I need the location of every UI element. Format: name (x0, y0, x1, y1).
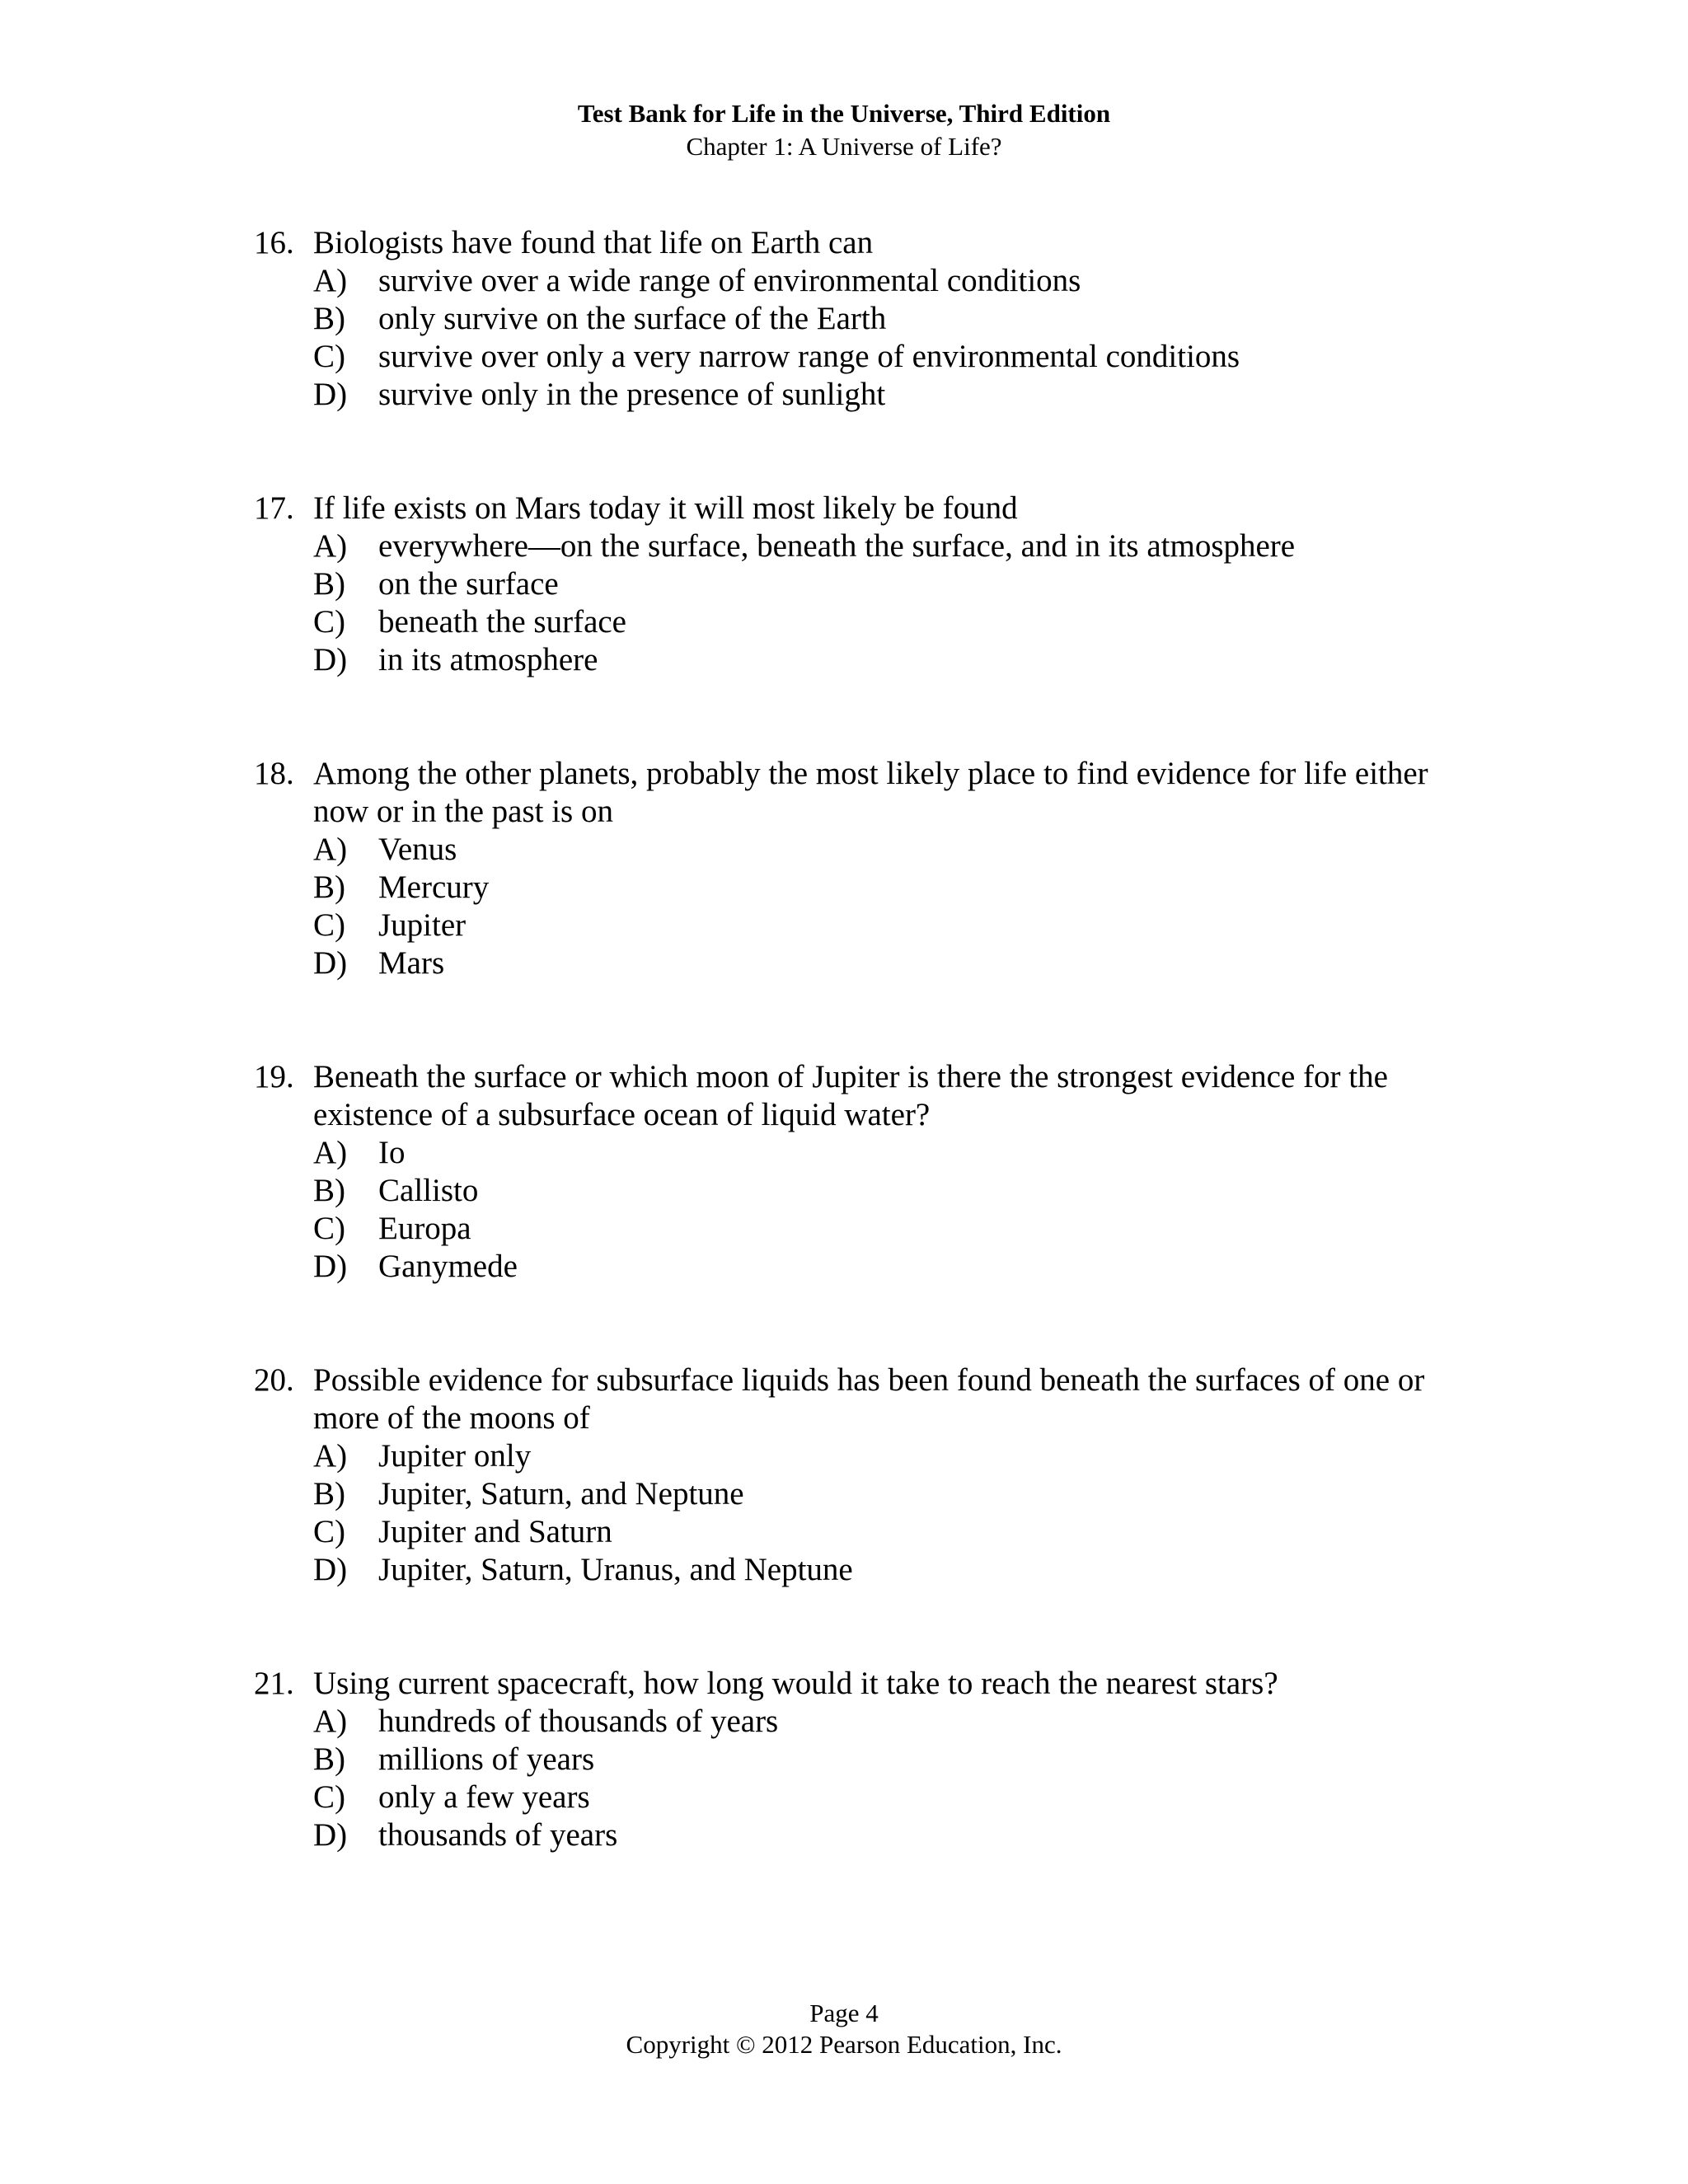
answer-option (313, 1134, 1474, 1172)
answer-option (313, 1551, 1474, 1589)
copyright-notice: Copyright © 2012 Pearson Education, Inc. (626, 2030, 1062, 2059)
option-text: Io (378, 1135, 406, 1170)
answer-option (313, 338, 1474, 376)
answer-options (254, 1703, 1474, 1854)
option-text: Callisto (378, 1173, 479, 1208)
option-text: Venus (378, 832, 457, 867)
question-number: 16. (254, 225, 294, 260)
answer-option (313, 944, 1474, 982)
question-number: 19. (254, 1059, 294, 1094)
question-17 (254, 490, 1474, 679)
answer-option (313, 641, 1474, 679)
question-stem (254, 490, 1474, 527)
answer-options (254, 1134, 1474, 1286)
question-20 (254, 1361, 1474, 1589)
answer-option (313, 527, 1474, 565)
answer-options (254, 527, 1474, 679)
option-letter: A) (313, 263, 348, 298)
question-18 (254, 755, 1474, 982)
option-text: Jupiter and Saturn (378, 1514, 612, 1549)
answer-option (313, 1816, 1474, 1854)
answer-options (254, 831, 1474, 982)
answer-options (254, 262, 1474, 414)
question-number: 17. (254, 490, 294, 526)
chapter-subtitle: Chapter 1: A Universe of Life? (686, 132, 1002, 161)
option-letter: A) (313, 528, 348, 564)
option-text: hundreds of thousands of years (378, 1704, 779, 1739)
question-number: 18. (254, 756, 294, 791)
answer-option (313, 1779, 1474, 1816)
question-16 (254, 224, 1474, 414)
option-letter: B) (313, 869, 345, 905)
page-number: Page 4 (809, 1999, 879, 2027)
page-header (0, 97, 1688, 163)
answer-option (313, 1703, 1474, 1741)
answer-option (313, 300, 1474, 338)
answer-option (313, 1513, 1474, 1551)
question-stem (254, 755, 1474, 831)
answer-option (313, 1437, 1474, 1475)
option-text: Europa (378, 1211, 471, 1246)
answer-option (313, 1210, 1474, 1248)
answer-option (313, 869, 1474, 907)
option-letter: C) (313, 1779, 345, 1815)
option-text: thousands of years (378, 1817, 618, 1853)
option-letter: D) (313, 1817, 348, 1853)
option-letter: B) (313, 301, 345, 336)
question-text: Possible evidence for subsurface liquids has been found beneath the surfaces of one or more of the moons of (313, 1362, 1425, 1436)
option-letter: C) (313, 1514, 345, 1549)
option-text: Ganymede (378, 1249, 518, 1284)
option-letter: B) (313, 1741, 345, 1777)
answer-option (313, 603, 1474, 641)
option-letter: C) (313, 907, 345, 943)
question-text: Beneath the surface or which moon of Jupiter is there the strongest evidence for the existence of a subsurface ocean of liquid water? (313, 1059, 1388, 1132)
option-letter: A) (313, 1438, 348, 1474)
option-text: Jupiter (378, 907, 467, 943)
option-text: only a few years (378, 1779, 590, 1815)
answer-option (313, 1475, 1474, 1513)
page-footer (0, 1998, 1688, 2060)
question-text: Among the other planets, probably the most likely place to find evidence for life either now or in the past is on (313, 756, 1428, 829)
question-number: 21. (254, 1666, 294, 1701)
answer-option (313, 565, 1474, 603)
question-stem (254, 224, 1474, 262)
option-text: beneath the surface (378, 604, 626, 640)
option-letter: C) (313, 1211, 345, 1246)
answer-option (313, 831, 1474, 869)
option-letter: C) (313, 339, 345, 374)
option-letter: B) (313, 1476, 345, 1511)
question-19 (254, 1058, 1474, 1286)
question-text: If life exists on Mars today it will most likely be found (313, 490, 1018, 526)
option-text: millions of years (378, 1741, 595, 1777)
option-letter: D) (313, 1552, 348, 1587)
answer-option (313, 262, 1474, 300)
option-text: in its atmosphere (378, 642, 598, 677)
question-stem (254, 1665, 1474, 1703)
option-letter: A) (313, 1704, 348, 1739)
option-text: Mercury (378, 869, 490, 905)
answer-option (313, 376, 1474, 414)
answer-option (313, 1741, 1474, 1779)
question-stem (254, 1361, 1474, 1437)
answer-option (313, 1172, 1474, 1210)
option-letter: B) (313, 1173, 345, 1208)
option-text: Jupiter, Saturn, Uranus, and Neptune (378, 1552, 853, 1587)
question-list (254, 224, 1474, 1854)
option-letter: D) (313, 945, 348, 981)
option-text: on the surface (378, 566, 559, 602)
option-text: Mars (378, 945, 445, 981)
option-text: only survive on the surface of the Earth (378, 301, 887, 336)
question-21 (254, 1665, 1474, 1854)
option-letter: C) (313, 604, 345, 640)
option-letter: B) (313, 566, 345, 602)
option-letter: A) (313, 832, 348, 867)
question-stem (254, 1058, 1474, 1134)
option-text: Jupiter only (378, 1438, 532, 1474)
question-number: 20. (254, 1362, 294, 1398)
option-letter: D) (313, 642, 348, 677)
option-text: survive over only a very narrow range of environmental conditions (378, 339, 1240, 374)
document-title: Test Bank for Life in the Universe, Third Edition (577, 99, 1111, 128)
option-letter: A) (313, 1135, 348, 1170)
question-text: Biologists have found that life on Earth can (313, 225, 874, 260)
answer-options (254, 1437, 1474, 1589)
option-letter: D) (313, 377, 348, 412)
question-text: Using current spacecraft, how long would it take to reach the nearest stars? (313, 1666, 1278, 1701)
answer-option (313, 907, 1474, 944)
option-text: everywhere—on the surface, beneath the surface, and in its atmosphere (378, 528, 1296, 564)
answer-option (313, 1248, 1474, 1286)
option-letter: D) (313, 1249, 348, 1284)
option-text: survive only in the presence of sunlight (378, 377, 886, 412)
option-text: Jupiter, Saturn, and Neptune (378, 1476, 744, 1511)
option-text: survive over a wide range of environmental conditions (378, 263, 1081, 298)
